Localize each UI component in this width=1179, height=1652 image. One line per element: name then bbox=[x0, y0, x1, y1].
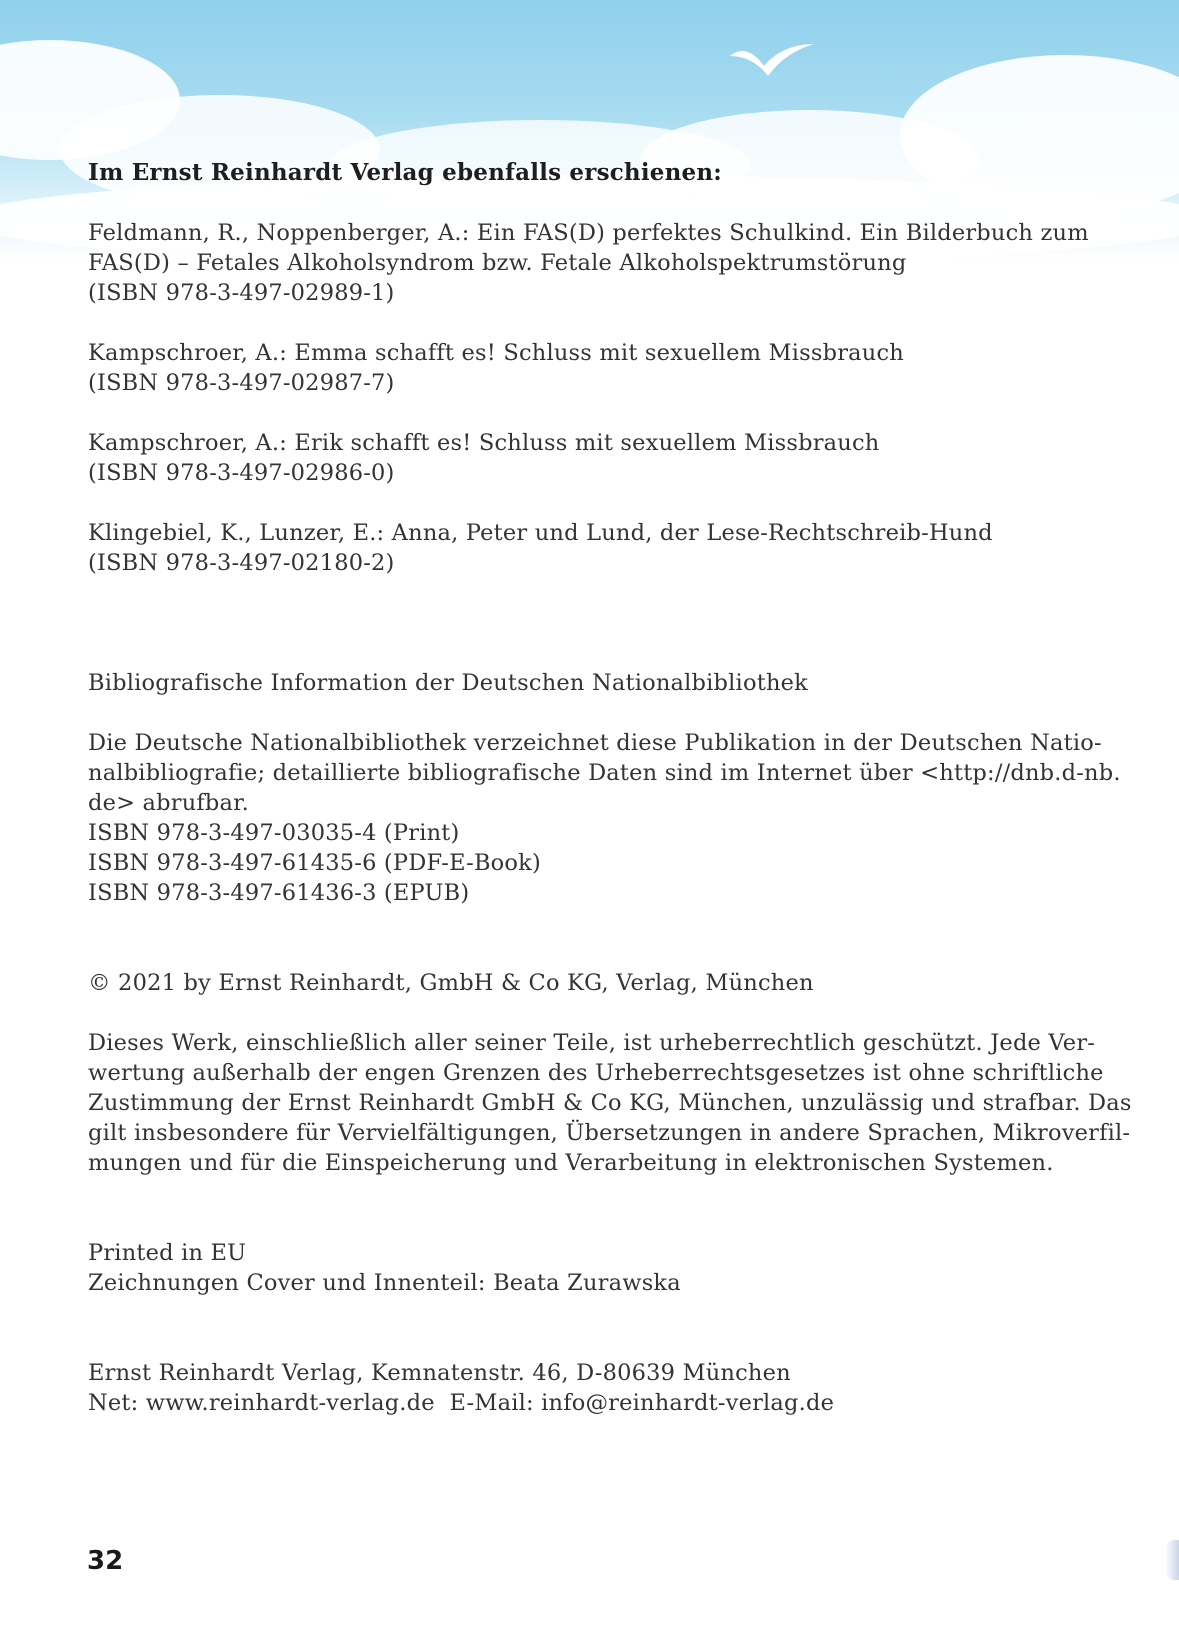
bibliographic-line: de> abrufbar. bbox=[88, 790, 249, 816]
seagull-icon bbox=[728, 38, 818, 88]
email-label: E-Mail: bbox=[449, 1390, 542, 1416]
book-entry bbox=[88, 428, 1098, 488]
illustration-credit: Zeichnungen Cover und Innenteil: Beata Zurawska bbox=[88, 1270, 681, 1296]
book-line: Klingebiel, K., Lunzer, E.: Anna, Peter und Lund, der Lese-Rechtschreib-Hund bbox=[88, 520, 993, 546]
net-label: Net: bbox=[88, 1390, 146, 1416]
book-line: Kampschroer, A.: Emma schafft es! Schluss mit sexuellem Missbrauch bbox=[88, 340, 904, 366]
website-link[interactable]: www.reinhardt-verlag.de bbox=[145, 1390, 435, 1416]
imprint-page bbox=[88, 158, 1132, 1418]
rights-line: Dieses Werk, einschließlich aller seiner Teile, ist urheberrechtlich geschützt. Jede Ver- bbox=[88, 1030, 1096, 1056]
book-line: FAS(D) – Fetales Alkoholsyndrom bzw. Fetale Alkoholspektrumstörung bbox=[88, 250, 907, 276]
edge-decoration bbox=[1165, 1540, 1179, 1580]
contact-line bbox=[88, 1388, 1098, 1418]
bibliographic-line: nalbibliografie; detaillierte bibliografische Daten sind im Internet über <http://dnb.d-nb. bbox=[88, 760, 1121, 786]
isbn-epub: ISBN 978-3-497-61436-3 (EPUB) bbox=[88, 880, 470, 906]
book-isbn: (ISBN 978-3-497-02989-1) bbox=[88, 280, 395, 306]
bibliographic-title: Bibliografische Information der Deutschen Nationalbibliothek bbox=[88, 670, 808, 696]
also-published-heading: Im Ernst Reinhardt Verlag ebenfalls erschienen: bbox=[88, 159, 722, 186]
rights-line: Zustimmung der Ernst Reinhardt GmbH & Co KG, München, unzulässig und strafbar. Das bbox=[88, 1090, 1132, 1116]
isbn-print: ISBN 978-3-497-03035-4 (Print) bbox=[88, 820, 460, 846]
bibliographic-line: Die Deutsche Nationalbibliothek verzeichnet diese Publikation in der Deutschen Natio- bbox=[88, 730, 1102, 756]
rights-line: wertung außerhalb der engen Grenzen des Urheberrechtsgesetzes ist ohne schriftliche bbox=[88, 1060, 1104, 1086]
rights-line: gilt insbesondere für Vervielfältigungen, Übersetzungen in andere Sprachen, Mikroverfil- bbox=[88, 1120, 1131, 1146]
email-link[interactable]: info@reinhardt-verlag.de bbox=[541, 1390, 835, 1416]
book-entry bbox=[88, 218, 1098, 308]
printed-in: Printed in EU bbox=[88, 1240, 247, 1266]
book-line: Kampschroer, A.: Erik schafft es! Schluss mit sexuellem Missbrauch bbox=[88, 430, 880, 456]
rights-line: mungen und für die Einspeicherung und Verarbeitung in elektronischen Systemen. bbox=[88, 1150, 1054, 1176]
book-isbn: (ISBN 978-3-497-02987-7) bbox=[88, 370, 395, 396]
isbn-pdf: ISBN 978-3-497-61435-6 (PDF-E-Book) bbox=[88, 850, 541, 876]
copyright-line: © 2021 by Ernst Reinhardt, GmbH & Co KG, Verlag, München bbox=[88, 970, 814, 996]
book-isbn: (ISBN 978-3-497-02986-0) bbox=[88, 460, 395, 486]
book-entry bbox=[88, 518, 1098, 578]
book-entry bbox=[88, 338, 1098, 398]
page-number: 32 bbox=[87, 1546, 124, 1576]
publisher-address: Ernst Reinhardt Verlag, Kemnatenstr. 46, D-80639 München bbox=[88, 1360, 791, 1386]
rights-notice bbox=[88, 1028, 1132, 1178]
book-isbn: (ISBN 978-3-497-02180-2) bbox=[88, 550, 395, 576]
bibliographic-info bbox=[88, 668, 1121, 908]
book-line: Feldmann, R., Noppenberger, A.: Ein FAS(D) perfektes Schulkind. Ein Bilderbuch zum bbox=[88, 220, 1089, 246]
